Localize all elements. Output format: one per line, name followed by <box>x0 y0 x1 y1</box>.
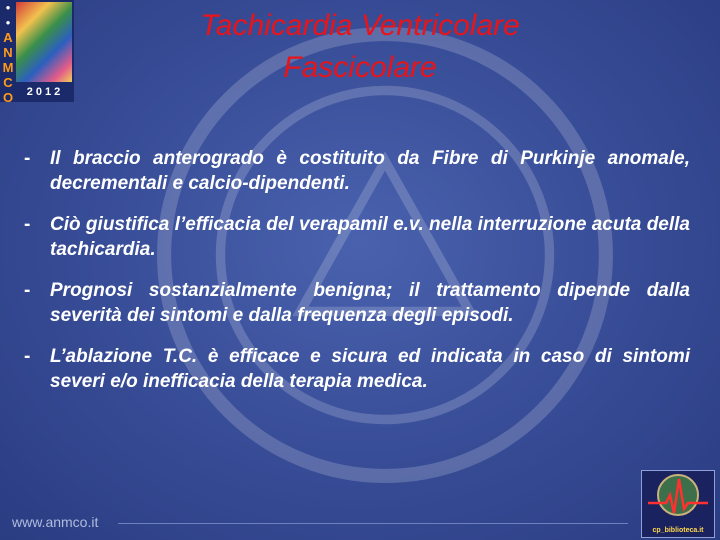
bullet-text: L’ablazione T.C. è efficace e sicura ed indicata in caso di sintomi severi e/o inefficacia della terapia medica. <box>50 346 690 392</box>
title-line-2: Fascicolare <box>283 51 437 84</box>
logo-letter-c: C <box>3 75 13 90</box>
logo-letter-a: A <box>3 30 13 45</box>
anmco-2012-logo <box>0 0 74 105</box>
bullet-item <box>22 344 690 394</box>
bullet-dash: - <box>24 148 31 169</box>
logo-letters: ● ● A N M C O <box>2 3 14 105</box>
bullet-item <box>22 278 690 328</box>
bullet-dash: - <box>24 280 31 301</box>
footer-url: www.anmco.it <box>12 514 99 530</box>
logo-letter-m: M <box>2 60 14 75</box>
logo-letter-o: O <box>2 90 14 105</box>
bullet-text: Il braccio anterogrado è costituito da Fibre di Purkinje anomale, decrementali e calcio-dipendenti. <box>50 148 690 194</box>
logo-artwork <box>16 2 72 82</box>
bullet-text: Prognosi sostanzialmente benigna; il trattamento dipende dalla severità dei sintomi e dalla frequenza degli episodi. <box>50 280 690 326</box>
bullet-list <box>22 146 690 410</box>
bullet-item <box>22 212 690 262</box>
biblioteca-badge <box>641 470 715 538</box>
logo-year: 2012 <box>26 86 64 98</box>
title-line-1: Tachicardia Ventricolare <box>200 9 520 42</box>
logo-letter-n: N <box>3 45 13 60</box>
bullet-text: Ciò giustifica l’efficacia del verapamil e.v. nella interruzione acuta della tachicardia. <box>50 214 690 260</box>
bullet-dash: - <box>24 346 31 367</box>
bullet-item <box>22 146 690 196</box>
footer-divider <box>118 523 628 524</box>
ecg-heart-icon <box>642 473 714 525</box>
slide-title <box>120 5 600 89</box>
badge-text: cp_biblioteca.it <box>652 527 704 534</box>
bullet-dash: - <box>24 214 31 235</box>
